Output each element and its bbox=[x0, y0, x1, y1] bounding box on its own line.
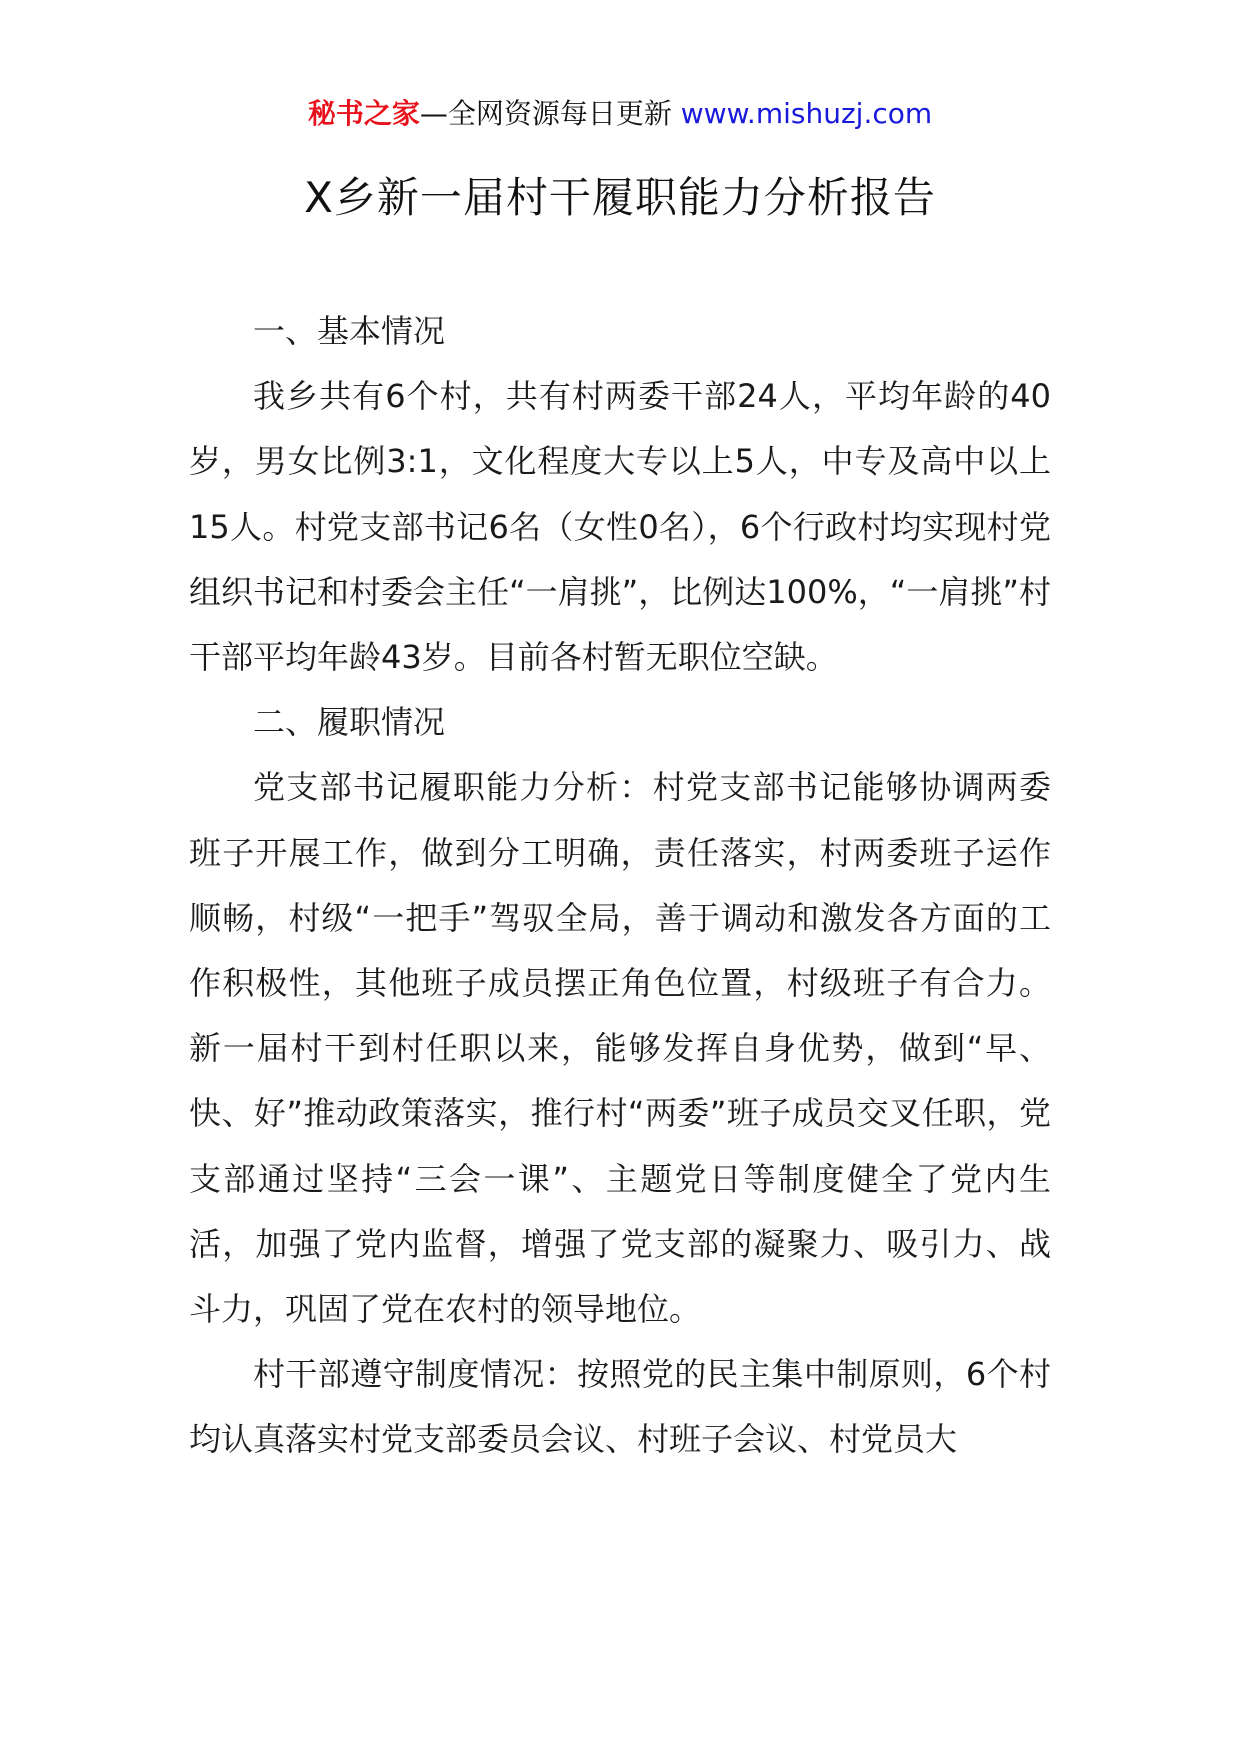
document-title: X乡新一届村干履职能力分析报告 bbox=[304, 173, 936, 222]
section-heading-duty: 二、履职情况 bbox=[253, 703, 446, 742]
document-body bbox=[189, 299, 1051, 1473]
brand-name: 秘书之家 bbox=[307, 97, 420, 130]
paragraph-secretary-analysis: 党支部书记履职能力分析：村党支部书记能够协调两委班子开展工作，做到分工明确，责任落实，村两委班子运作顺畅，村级“一把手”驾驭全局，善于调动和激发各方面的工作积极性，其他班子成员摆正角色位置，村级班子有合力。新一届村干到村任职以来，能够发挥自身优势，做到“早、快、好”推动政策落实，推行村“两委”班子成员交叉任职，党支部通过坚持“三会一课”、主题党日等制度健全了党内生活，加强了党内监督，增强了党支部的凝聚力、吸引力、战斗力，巩固了党在农村的领导地位。 bbox=[189, 768, 1051, 1329]
paragraph-basic-situation: 我乡共有6个村，共有村两委干部24人，平均年龄的40岁，男女比例3:1，文化程度大专以上5人，中专及高中以上15人。村党支部书记6名（女性0名），6个行政村均实现村党组织书记和村委会主任“一肩挑”，比例达100%，“一肩挑”村干部平均年龄43岁。目前各村暂无职位空缺。 bbox=[189, 377, 1051, 677]
site-url-link[interactable]: www.mishuzj.com bbox=[680, 97, 933, 130]
section-heading-basic: 一、基本情况 bbox=[253, 312, 446, 350]
site-header bbox=[0, 94, 1240, 134]
paragraph-rules-compliance: 村干部遵守制度情况：按照党的民主集中制原则，6个村均认真落实村党支部委员会议、村班子会议、村党员大 bbox=[189, 1355, 1051, 1459]
site-slogan: —全网资源每日更新 bbox=[419, 97, 672, 130]
